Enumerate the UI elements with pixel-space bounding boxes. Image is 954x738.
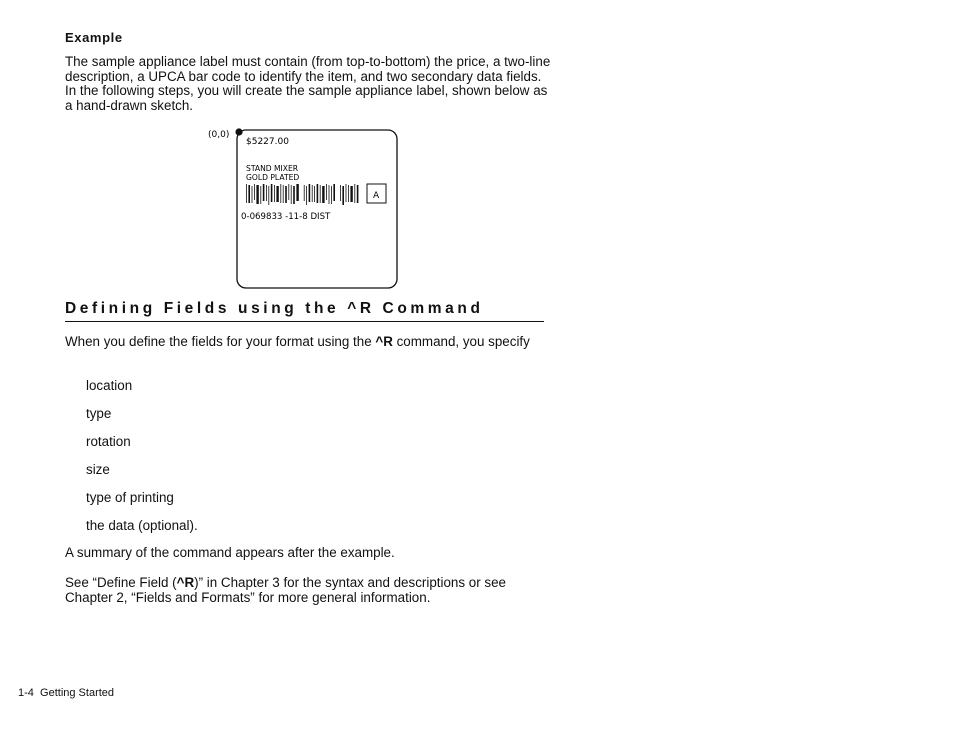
see-paragraph-before: See “Define Field ( xyxy=(65,575,177,590)
spec-list xyxy=(86,378,198,546)
barcode-bar xyxy=(317,184,319,203)
barcode-bar xyxy=(357,185,359,203)
list-item: size xyxy=(86,462,110,477)
barcode-bar xyxy=(320,185,321,203)
barcode-bar xyxy=(309,184,311,202)
barcode-bar xyxy=(254,184,255,200)
barcode-bar xyxy=(283,185,284,203)
list-item: type xyxy=(86,406,112,421)
origin-dot xyxy=(235,128,242,135)
footer-page-number: 1-4 xyxy=(18,687,34,699)
intro-paragraph: The sample appliance label must contain (from top-to-bottom) the price, a two-line description, a UPCA bar code to identify the item, and two secondary data fields. In the following steps, you will create the sample appliance label, shown below as a hand-drawn sketch. xyxy=(65,54,551,113)
label-sketch xyxy=(200,124,400,292)
barcode-bar xyxy=(274,185,275,202)
define-paragraph xyxy=(65,335,555,350)
list-item: type of printing xyxy=(86,490,174,505)
barcode-bar xyxy=(260,186,261,204)
sketch-secondary-data: 0-069833 -11-8 DIST xyxy=(241,212,331,222)
section-title: Defining Fields using the ^R Command xyxy=(65,300,484,317)
barcode-bar xyxy=(340,185,341,201)
define-paragraph-command: ^R xyxy=(375,334,393,349)
page-footer xyxy=(18,687,114,699)
section-rule xyxy=(65,321,544,322)
list-item: rotation xyxy=(86,434,131,449)
barcode-bar xyxy=(263,184,265,201)
label-outline xyxy=(237,130,397,288)
barcode-bar xyxy=(304,185,305,201)
barcode-bar xyxy=(276,186,278,202)
origin-label: (0,0) xyxy=(208,130,230,140)
see-paragraph-command: ^R xyxy=(176,575,195,590)
barcode-bar xyxy=(348,185,349,202)
barcode-bar xyxy=(350,186,352,202)
footer-section: Getting Started xyxy=(40,687,115,699)
barcode-bar xyxy=(288,184,289,200)
example-heading: Example xyxy=(65,30,123,45)
barcode-bar xyxy=(354,184,355,203)
barcode-bar xyxy=(256,185,258,204)
sketch-price: $5227.00 xyxy=(246,137,289,147)
barcode-bar xyxy=(342,186,344,205)
barcode-bar xyxy=(346,184,347,202)
summary-paragraph: A summary of the command appears after the example. xyxy=(65,545,395,560)
list-item: the data (optional). xyxy=(86,518,198,533)
barcode-bar xyxy=(246,184,247,203)
barcode-bar xyxy=(285,186,287,203)
barcode-bar xyxy=(252,186,253,203)
barcode-bar xyxy=(248,185,250,203)
sketch-description-line2: GOLD PLATED xyxy=(246,173,300,182)
sketch-description-line1: STAND MIXER xyxy=(246,164,299,173)
see-paragraph xyxy=(65,576,555,605)
define-paragraph-after: command, you specify xyxy=(392,334,530,349)
sketch-barcode xyxy=(246,184,358,205)
barcode-bar xyxy=(333,184,335,201)
barcode-bar xyxy=(293,186,295,204)
barcode-bar xyxy=(314,186,315,202)
barcode-bar xyxy=(266,185,267,201)
barcode-bar xyxy=(331,186,332,204)
barcode-bar xyxy=(322,186,324,203)
see-paragraph-after: )” in Chapter 3 for the syntax and descriptions or see Chapter 2, “Fields and Formats” for more general information. xyxy=(65,575,507,605)
barcode-bar xyxy=(296,184,298,201)
sketch-box-letter: A xyxy=(373,191,380,201)
barcode-bar xyxy=(329,185,330,204)
barcode-bar xyxy=(271,184,273,202)
list-item: location xyxy=(86,378,133,393)
barcode-bar xyxy=(280,184,281,203)
barcode-bar xyxy=(268,186,269,205)
define-paragraph-before: When you define the fields for your format using the xyxy=(65,334,376,349)
barcode-bar xyxy=(291,185,292,204)
barcode-bar xyxy=(306,186,307,205)
barcode-bar xyxy=(326,184,327,200)
barcode-bar xyxy=(312,185,313,202)
